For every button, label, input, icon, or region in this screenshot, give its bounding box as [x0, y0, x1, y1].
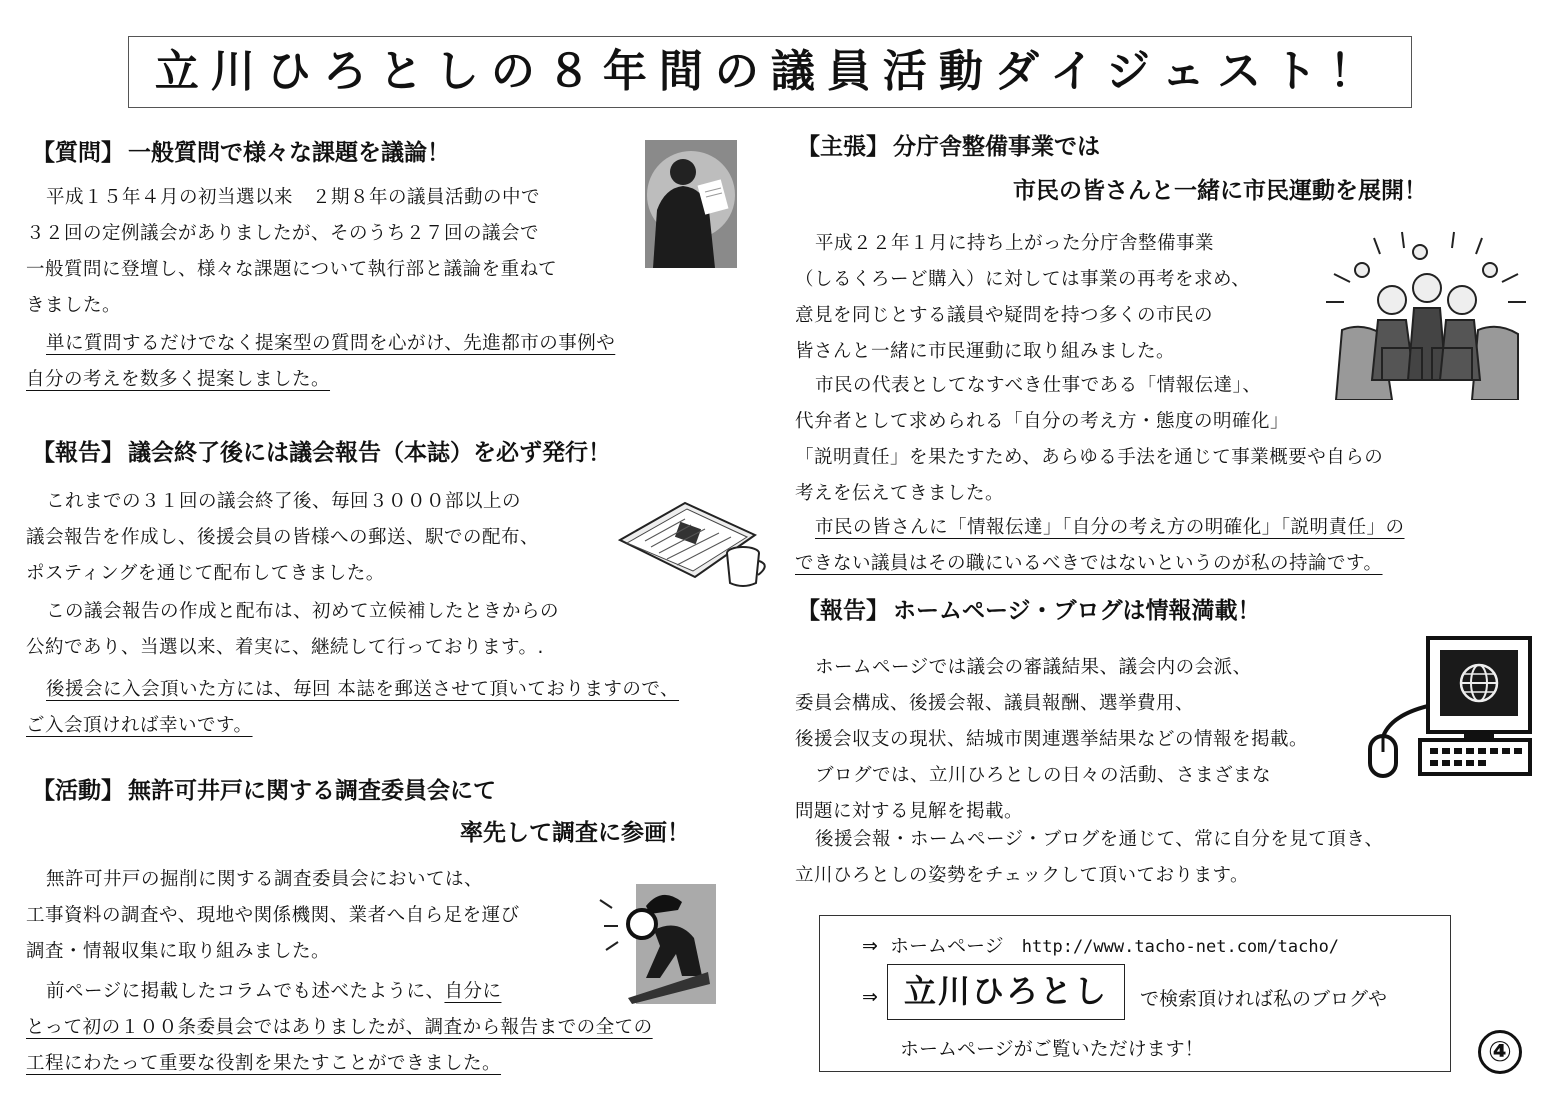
search-text: で検索頂ければ私のブログや — [1140, 988, 1388, 1010]
activity-heading — [32, 776, 496, 806]
question-heading — [32, 138, 450, 168]
activity-tag: 【活動】 — [32, 778, 124, 804]
web-line: ブログでは、立川ひろとしの日々の活動、さまざまな — [815, 765, 1272, 786]
web-tag: 【報告】 — [797, 598, 889, 624]
activity-emphasis — [26, 974, 653, 1082]
claim-line: 考えを伝えてきました。 — [795, 483, 1005, 504]
web-line: 後援会収支の現状、結城市関連選挙結果などの情報を掲載。 — [795, 729, 1309, 750]
claim-heading — [797, 132, 1100, 162]
web-heading-text: ホームページ・ブログは情報満載！ — [893, 598, 1261, 624]
computer-illustration — [1368, 636, 1534, 778]
activity-heading-2: 率先して調査に参画！ — [460, 820, 690, 846]
speaker-illustration — [645, 140, 737, 268]
question-line: きました。 — [26, 295, 122, 316]
claim-line: 意見を同じとする議員や疑問を持つ多くの市民の — [795, 305, 1214, 326]
report-line: 公約であり、当選以来、着実に、継続して行っております。. — [26, 637, 544, 658]
report-line: この議会報告の作成と配布は、初めて立候補したときからの — [46, 601, 560, 622]
claim-tag: 【主張】 — [797, 134, 889, 160]
question-line: ３２回の定例議会がありましたが、そのうち２７回の議会で — [26, 223, 540, 244]
activity-heading-text: 無許可井戸に関する調査委員会にて — [128, 778, 496, 804]
newspaper-coffee-illustration — [615, 495, 775, 590]
web-body — [795, 650, 1308, 830]
question-underline-line: 単に質問するだけでなく提案型の質問を心がけ、先進都市の事例や — [46, 333, 616, 354]
report-tag: 【報告】 — [32, 440, 124, 466]
claim-heading-2: 市民の皆さんと一緒に市民運動を展開！ — [1013, 178, 1427, 204]
claim-body — [795, 226, 1250, 370]
web-line: 問題に対する見解を掲載。 — [795, 801, 1024, 822]
web-line: 後援会報・ホームページ・ブログを通じて、常に自分を見て頂き、 — [815, 829, 1384, 850]
page-title: 立川ひろとしの８年間の議員活動ダイジェスト！ — [128, 36, 1412, 108]
activity-line: 無許可井戸の掘削に関する調査委員会においては、 — [46, 869, 484, 890]
claim-line: （しるくろーど購入）に対しては事業の再考を求め、 — [795, 269, 1251, 290]
web-body-2 — [795, 822, 1384, 894]
question-heading-text: 一般質問で様々な課題を議論！ — [128, 140, 450, 166]
page-number: ④ — [1478, 1030, 1522, 1074]
question-tag: 【質問】 — [32, 140, 124, 166]
report-line: 議会報告を作成し、後援会員の皆様への郵送、駅での配布、 — [26, 527, 540, 548]
claim-body-2 — [795, 368, 1383, 512]
arrow-icon: ⇒ — [862, 935, 878, 957]
claim-line: 代弁者として求められる「自分の考え方・態度の明確化」 — [795, 411, 1290, 432]
question-underline-line: 自分の考えを数多く提案しました。 — [26, 369, 331, 390]
claim-line: 市民の代表としてなすべき仕事である「情報伝達」、 — [815, 375, 1262, 396]
web-line: 委員会構成、後援会報、議員報酬、選挙費用、 — [795, 693, 1195, 714]
report-heading — [32, 438, 611, 468]
question-body — [26, 180, 557, 324]
claim-line: 「説明責任」を果たすため、あらゆる手法を通じて事業概要や自らの — [795, 447, 1384, 468]
claim-heading-text: 分庁舎整備事業では — [893, 134, 1100, 160]
report-body — [26, 484, 539, 592]
activity-underline-line: 工程にわたって重要な役割を果たすことができました。 — [26, 1053, 502, 1074]
claim-emphasis — [795, 510, 1405, 582]
report-body-2 — [26, 594, 559, 666]
report-heading-text: 議会終了後には議会報告（本誌）を必ず発行！ — [128, 440, 611, 466]
search-arrow-icon: ⇒ — [862, 986, 878, 1008]
homepage-line — [862, 931, 1339, 958]
report-emphasis — [26, 672, 679, 744]
report-underline-line: 後援会に入会頂いた方には、毎回 本誌を郵送させて頂いておりますので、 — [46, 679, 680, 700]
claim-underline-line: 市民の皆さんに「情報伝達」「自分の考え方の明確化」「説明責任」の — [815, 517, 1405, 538]
activity-line: 工事資料の調査や、現地や関係機関、業者へ自ら足を運び — [26, 905, 520, 926]
investigator-illustration — [598, 880, 718, 1006]
question-line: 平成１５年４月の初当選以来 ２期８年の議員活動の中で — [46, 187, 541, 208]
report-underline-line: ご入会頂ければ幸いです。 — [26, 715, 253, 736]
question-line: 一般質問に登壇し、様々な課題について執行部と議論を重ねて — [26, 259, 558, 280]
search-name-box: 立川ひろとし — [887, 964, 1125, 1020]
homepage-url-link[interactable]: http://www.tacho-net.com/tacho/ — [1021, 937, 1340, 957]
homepage-label: ホームページ — [890, 935, 1004, 957]
cheering-crowd-illustration — [1322, 230, 1532, 400]
claim-underline-line: できない議員はその職にいるべきではないというのが私の持論です。 — [795, 553, 1383, 574]
activity-body — [26, 862, 520, 970]
search-text-2: ホームページがご覧いただけます！ — [900, 1038, 1204, 1060]
report-line: これまでの３１回の議会終了後、毎回３０００部以上の — [46, 491, 522, 512]
activity-line: 調査・情報収集に取り組みました。 — [26, 941, 331, 962]
activity-mixed-underline: 自分に — [444, 981, 502, 1002]
report-line: ポスティングを通じて配布してきました。 — [26, 563, 385, 584]
activity-mixed-plain: 前ページに掲載したコラムでも述べたように、 — [46, 981, 445, 1002]
question-emphasis — [26, 326, 615, 398]
web-line: 立川ひろとしの姿勢をチェックして頂いております。 — [795, 865, 1249, 886]
claim-line: 皆さんと一緒に市民運動に取り組みました。 — [795, 341, 1176, 362]
activity-underline-line: とって初の１００条委員会ではありましたが、調査から報告までの全ての — [26, 1017, 653, 1038]
web-heading — [797, 596, 1261, 626]
claim-line: 平成２２年１月に持ち上がった分庁舎整備事業 — [815, 233, 1215, 254]
web-line: ホームページでは議会の審議結果、議会内の会派、 — [815, 657, 1252, 678]
